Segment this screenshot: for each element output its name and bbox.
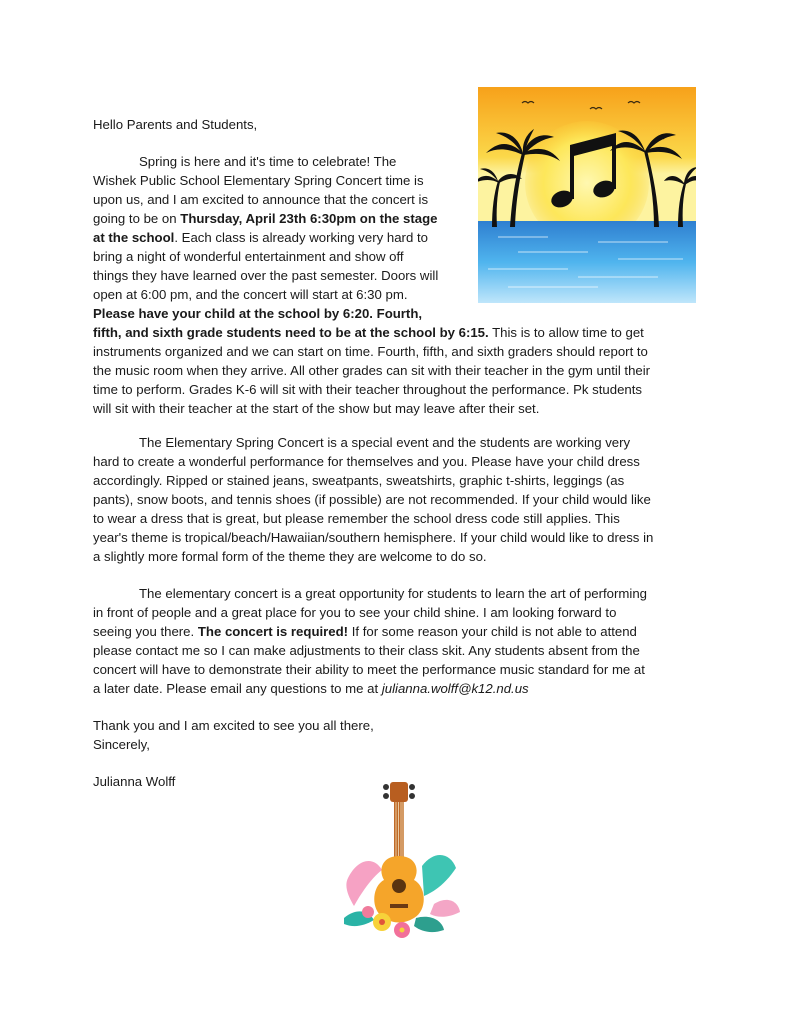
closing: [93, 716, 374, 754]
paragraph-2: [93, 433, 703, 566]
concert-location: at the school: [93, 230, 175, 245]
paragraph-1-continued: [93, 304, 703, 418]
p2-line-7: a slightly more formal form of the theme they are welcome to do so.: [93, 549, 487, 564]
closing-line: Thank you and I am excited to see you all there,: [93, 718, 374, 733]
p1-line-1: Spring is here and it's time to celebrate! The: [139, 154, 397, 169]
ukulele-with-flowers-icon: [338, 778, 462, 946]
p3-line-3: seeing you there. The concert is required! If for some reason your child is not able to attend: [93, 624, 637, 639]
p1-line-7: things they have learned over the past semester. Doors will: [93, 268, 439, 283]
p2-line-1: The Elementary Spring Concert is a special event and the students are working very: [139, 435, 631, 450]
paragraph-3: [93, 584, 703, 698]
p1-line-11: instruments organized and we can start on time. Fourth, fifth, and sixth graders should report to: [93, 344, 648, 359]
sincerely: Sincerely,: [93, 737, 150, 752]
tropical-sunset-music-note-icon: [478, 87, 696, 303]
p1-line-3: upon us, and I am excited to announce that the concert is: [93, 192, 429, 207]
signature-name: Julianna Wolff: [93, 774, 176, 789]
p3-line-5: concert will have to demonstrate their ability to meet the performance music standard for me at: [93, 662, 645, 677]
p2-line-2: hard to create a wonderful performance for themselves and you. Please have your child dress: [93, 454, 640, 469]
p2-line-6: year's theme is tropical/beach/Hawaiian/southern hemisphere. If your child would like to dress in: [93, 530, 654, 545]
p3-line-1: The elementary concert is a great opportunity for students to learn the art of performing: [139, 586, 647, 601]
p3-line-2: in front of people and a great place for you to see your child shine. I am looking forward to: [93, 605, 617, 620]
p1-line-2: Wishek Public School Elementary Spring Concert time is: [93, 173, 424, 188]
p1-line-12: the music room when they arrive. All other grades can sit with their teacher in the gym until their: [93, 363, 651, 378]
p1-line-9: Please have your child at the school by 6:20. Fourth,: [93, 306, 423, 321]
p3-line-4: please contact me so I can make adjustments to their class skit. Any students absent from the: [93, 643, 640, 658]
email-link[interactable]: julianna.wolff@k12.nd.us: [381, 681, 529, 696]
p1-line-6: bring a night of wonderful entertainment and show off: [93, 249, 404, 264]
p1-line-13: time to perform. Grades K-6 will sit with their teacher throughout the performance. Pk students: [93, 382, 642, 397]
concert-date: Thursday, April 23th 6:30pm on the stage: [180, 211, 438, 226]
greeting: Hello Parents and Students,: [93, 117, 258, 132]
p3-line-6: a later date. Please email any questions to me at julianna.wolff@k12.nd.us: [93, 681, 529, 696]
p1-line-14: will sit with their teacher at the start of the show but may leave after their set.: [93, 401, 540, 416]
letter-body: [93, 115, 257, 134]
p2-line-5: to wear a dress that is great, but please remember the school dress code still applies. This: [93, 511, 620, 526]
p2-line-4: pants), snow boots, and tennis shoes (if possible) are not recommended. If your child would like: [93, 492, 651, 507]
signature-block: [93, 772, 175, 791]
p2-line-3: accordingly. Ripped or stained jeans, sweatpants, sweatshirts, graphic t-shirts, leggings (as: [93, 473, 625, 488]
p1-line-5: at the school. Each class is already working very hard to: [93, 230, 428, 245]
p1-line-4: going to be on Thursday, April 23th 6:30pm on the stage: [93, 211, 438, 226]
p1-line-8: open at 6:00 pm, and the concert will start at 6:30 pm.: [93, 287, 408, 302]
p1-line-10: fifth, and sixth grade students need to be at the school by 6:15. This is to allow time to get: [93, 325, 644, 340]
paragraph-1: [93, 152, 473, 304]
concert-required: The concert is required!: [197, 624, 349, 639]
